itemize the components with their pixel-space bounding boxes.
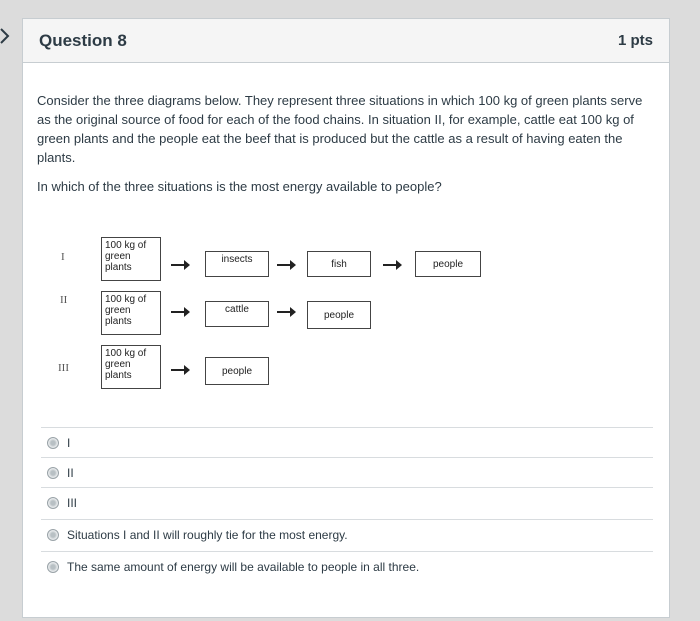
answer-option-3[interactable]: [41, 487, 653, 518]
arrow-icon: [277, 311, 291, 313]
source-box-2: 100 kg of green plants: [101, 291, 161, 335]
chain-box-3-people: people: [205, 357, 269, 385]
arrow-icon: [171, 311, 185, 313]
answer-option-label: III: [67, 496, 78, 510]
question-header: [23, 19, 669, 63]
arrow-icon: [171, 369, 185, 371]
radio-button[interactable]: [47, 497, 59, 509]
answer-option-label: I: [67, 436, 71, 450]
radio-button[interactable]: [47, 561, 59, 573]
arrow-icon: [171, 264, 185, 266]
situation-label-2: II: [60, 294, 68, 306]
answer-option-5[interactable]: [41, 551, 653, 582]
question-card: [22, 18, 670, 618]
question-prompt: [37, 91, 647, 206]
answer-option-label: Situations I and II will roughly tie for the most energy.: [67, 528, 348, 542]
chain-box-1-people: people: [415, 251, 481, 277]
prompt-paragraph-1: Consider the three diagrams below. They represent three situations in which 100 kg of green plants serve as the original source of food for each of the food chains. In situation II, for example, cattle eat 100 kg of green plants and the people eat the beef that is produced but the cattle as a result of having eaten the plants.: [37, 93, 643, 165]
answer-option-label: The same amount of energy will be available to people in all three.: [67, 560, 420, 574]
answer-option-4[interactable]: [41, 519, 653, 550]
source-box-1: 100 kg of green plants: [101, 237, 161, 281]
chain-box-1-fish: fish: [307, 251, 371, 277]
radio-button[interactable]: [47, 467, 59, 479]
chain-box-2-people: people: [307, 301, 371, 329]
arrow-icon: [383, 264, 397, 266]
radio-button[interactable]: [47, 437, 59, 449]
radio-button[interactable]: [47, 529, 59, 541]
situation-label-3: III: [58, 362, 69, 374]
chevron-right-icon[interactable]: [0, 28, 10, 44]
question-title: Question 8: [39, 30, 127, 50]
prompt-paragraph-2: In which of the three situations is the most energy available to people?: [37, 179, 442, 194]
arrow-icon: [277, 264, 291, 266]
answer-option-label: II: [67, 466, 74, 480]
situation-label-1: I: [61, 251, 65, 263]
chain-box-2-cattle: cattle: [205, 301, 269, 327]
question-points: 1 pts: [617, 32, 653, 49]
source-box-3: 100 kg of green plants: [101, 345, 161, 389]
chain-box-1-insects: insects: [205, 251, 269, 277]
answer-option-1[interactable]: [41, 427, 653, 458]
answer-option-2[interactable]: [41, 457, 653, 488]
